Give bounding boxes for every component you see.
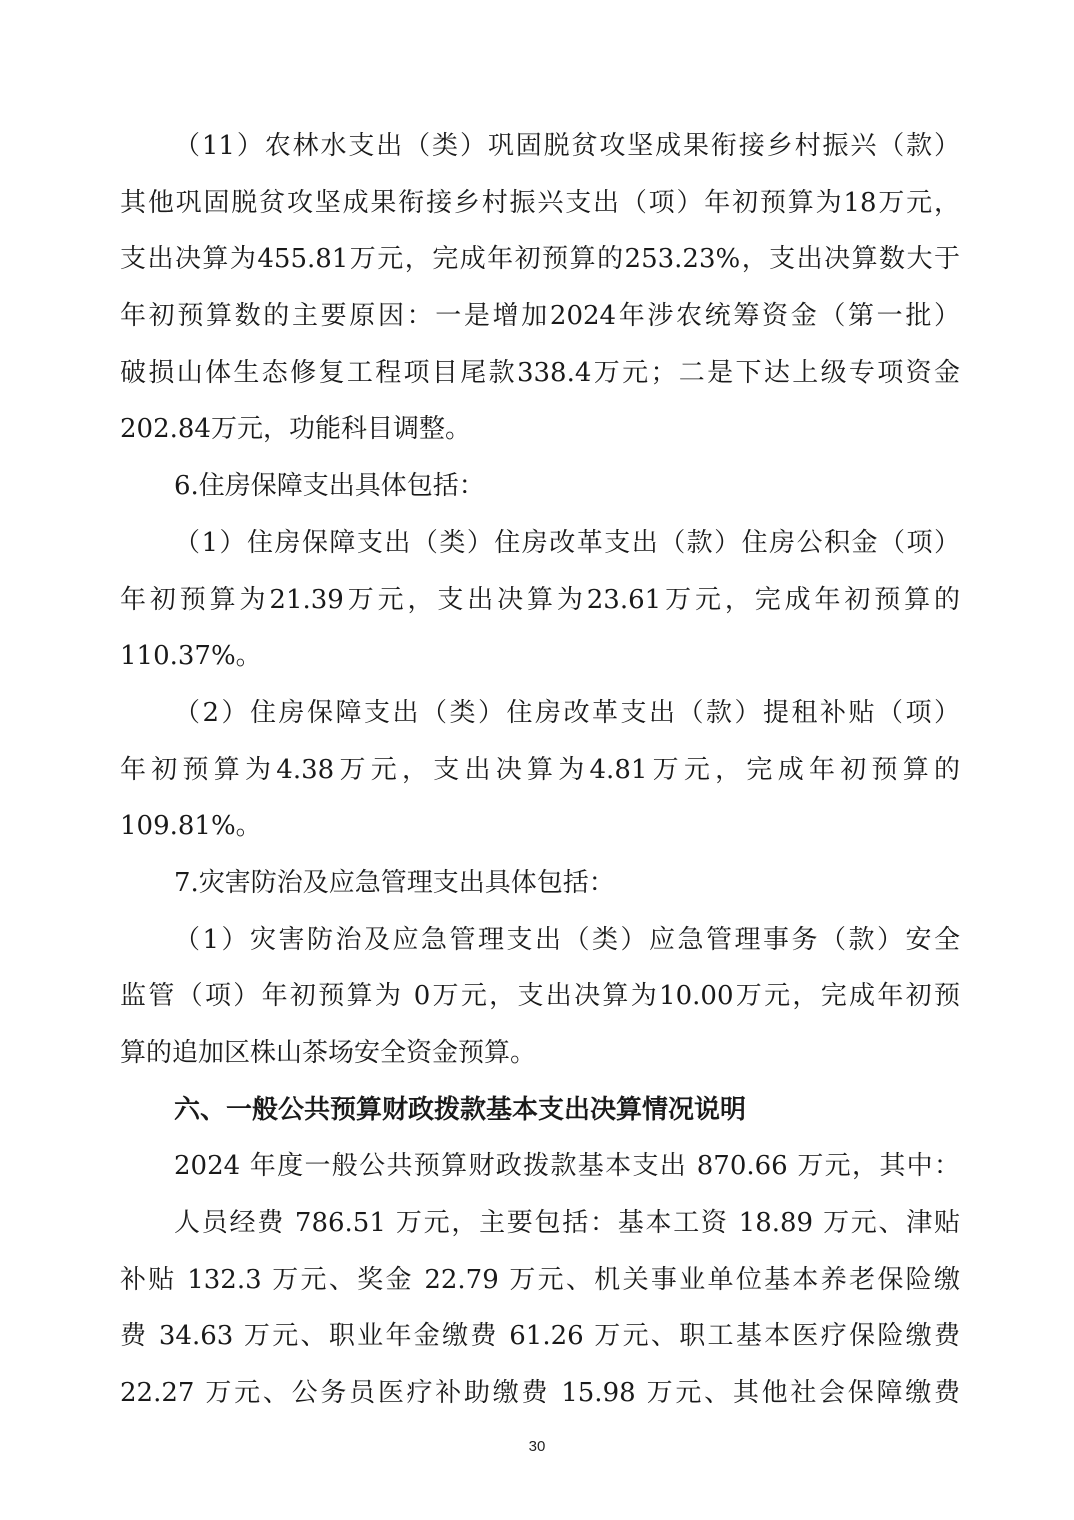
paragraph-line: （1）灾害防治及应急管理支出（类）应急管理事务（款）安全: [174, 924, 960, 955]
paragraph-line: 2024 年度一般公共预算财政拨款基本支出 870.66 万元，其中：: [174, 1151, 960, 1182]
section-heading: 6.住房保障支出具体包括：: [174, 471, 485, 502]
paragraph-line: 109.81%。: [120, 811, 262, 842]
paragraph-line: 年初预算为4.38万元，支出决算为4.81万元，完成年初预算的: [120, 754, 960, 785]
paragraph-line: 支出决算为455.81万元，完成年初预算的253.23%，支出决算数大于: [120, 244, 960, 275]
paragraph-line: 破损山体生态修复工程项目尾款338.4万元；二是下达上级专项资金: [120, 357, 960, 388]
paragraph-line: 费 34.63 万元、职业年金缴费 61.26 万元、职工基本医疗保险缴费: [120, 1321, 960, 1352]
paragraph-line: 监管（项）年初预算为 0万元，支出决算为10.00万元，完成年初预: [120, 981, 960, 1012]
section-heading: 7.灾害防治及应急管理支出具体包括：: [174, 867, 615, 898]
paragraph-line: 算的追加区株山茶场安全资金预算。: [120, 1038, 537, 1068]
chapter-heading: 六、一般公共预算财政拨款基本支出决算情况说明: [174, 1094, 747, 1125]
paragraph-line: 年初预算数的主要原因：一是增加2024年涉农统筹资金（第一批）: [120, 301, 960, 332]
paragraph-line: 年初预算为21.39万元，支出决算为23.61万元，完成年初预算的: [120, 584, 960, 615]
paragraph-line: （11）农林水支出（类）巩固脱贫攻坚成果衔接乡村振兴（款）: [174, 131, 960, 161]
paragraph-line: 110.37%。: [120, 641, 262, 672]
paragraph-line: （2）住房保障支出（类）住房改革支出（款）提租补贴（项）: [174, 697, 960, 728]
paragraph-line: 202.84万元，功能科目调整。: [120, 414, 471, 445]
paragraph-line: （1）住房保障支出（类）住房改革支出（款）住房公积金（项）: [174, 527, 960, 558]
page-number: 30: [528, 1438, 546, 1455]
paragraph-line: 补贴 132.3 万元、奖金 22.79 万元、机关事业单位基本养老保险缴: [120, 1264, 960, 1295]
body-text: [120, 118, 960, 1422]
paragraph-line: 其他巩固脱贫攻坚成果衔接乡村振兴支出（项）年初预算为18万元，: [120, 187, 960, 218]
paragraph-line: 22.27 万元、公务员医疗补助缴费 15.98 万元、其他社会保障缴费: [120, 1378, 960, 1409]
paragraph-line: 人员经费 786.51 万元，主要包括：基本工资 18.89 万元、津贴: [174, 1208, 960, 1239]
